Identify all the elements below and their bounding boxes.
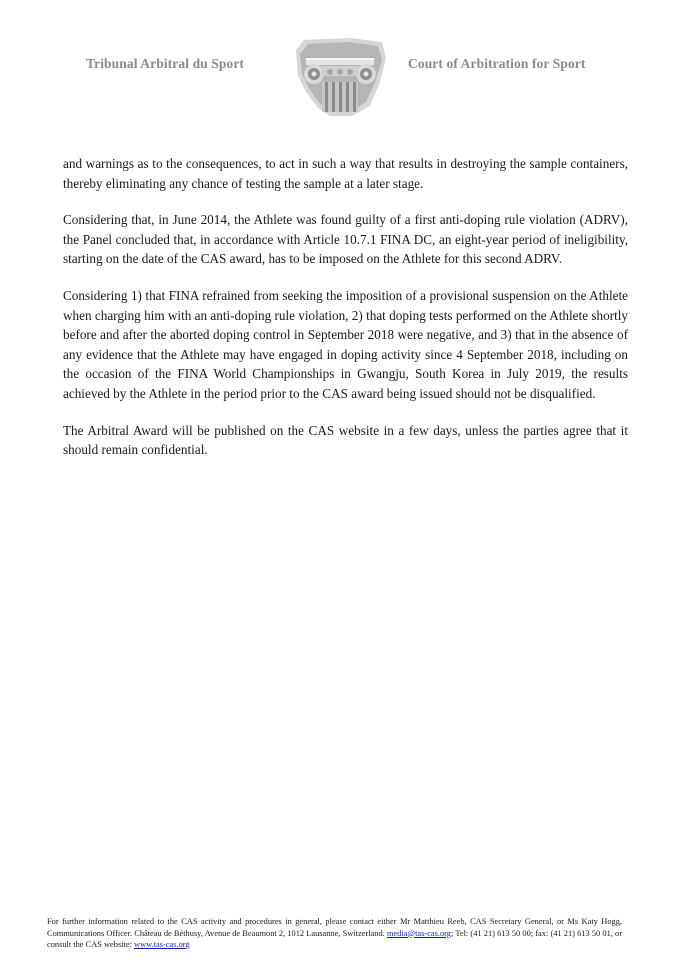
- header-right-title: Court of Arbitration for Sport: [408, 56, 586, 71]
- footer-website-link[interactable]: www.tas-cas.org: [134, 940, 190, 950]
- footer-contact-text: For further information related to the CAS activity and procedures in general, please contact either Mr Matthieu Reeb, CAS Secretary General, or Ms Katy Hogg, Communications Officer. Château de Béthusy, Avenue de Beaumont 2, 1012 Lausanne, Switzerland.: [47, 917, 622, 938]
- body-paragraph: Considering that, in June 2014, the Athlete was found guilty of a first anti-doping rule violation (ADRV), the Panel concluded that, in accordance with Article 10.7.1 FINA DC, an eight-year period of ineligibility, starting on the date of the CAS award, has to be imposed on the Athlete for this second ADRV.: [63, 212, 628, 267]
- body-paragraph: The Arbitral Award will be published on the CAS website in a few days, unless the parties agree that it should remain confidential.: [63, 422, 628, 458]
- footer-email-link[interactable]: media@tas-cas.org: [386, 928, 451, 938]
- body-paragraph: Considering 1) that FINA refrained from seeking the imposition of a provisional suspension on the Athlete when charging him with an anti-doping rule violation, 2) that doping tests performed on the Athlete shortly before and after the aborted doping control in September 2018 were negative, and 3) that in the absence of any evidence that the Athlete may have engaged in doping activity since 4 September 2018, including on the occasion of the FINA World Championships in Gwangju, South Korea in July 2019, the results achieved by the Athlete in the period prior to the CAS award being issued should not be disqualified.: [63, 287, 628, 401]
- document-body: [63, 154, 628, 477]
- header-left-title: Tribunal Arbitral du Sport: [86, 56, 245, 71]
- page-footer: [47, 916, 622, 951]
- page-header: [0, 0, 690, 120]
- ionic-column-capital-icon: [292, 36, 388, 118]
- footer-phone-text: ; Tel: (41 21) 613 50 00; fax: (41 21) 613 50 01, or consult the CAS website:: [47, 928, 623, 950]
- body-paragraph: and warnings as to the consequences, to act in such a way that results in destroying the sample containers, thereby eliminating any chance of testing the sample at a later stage.: [63, 156, 628, 191]
